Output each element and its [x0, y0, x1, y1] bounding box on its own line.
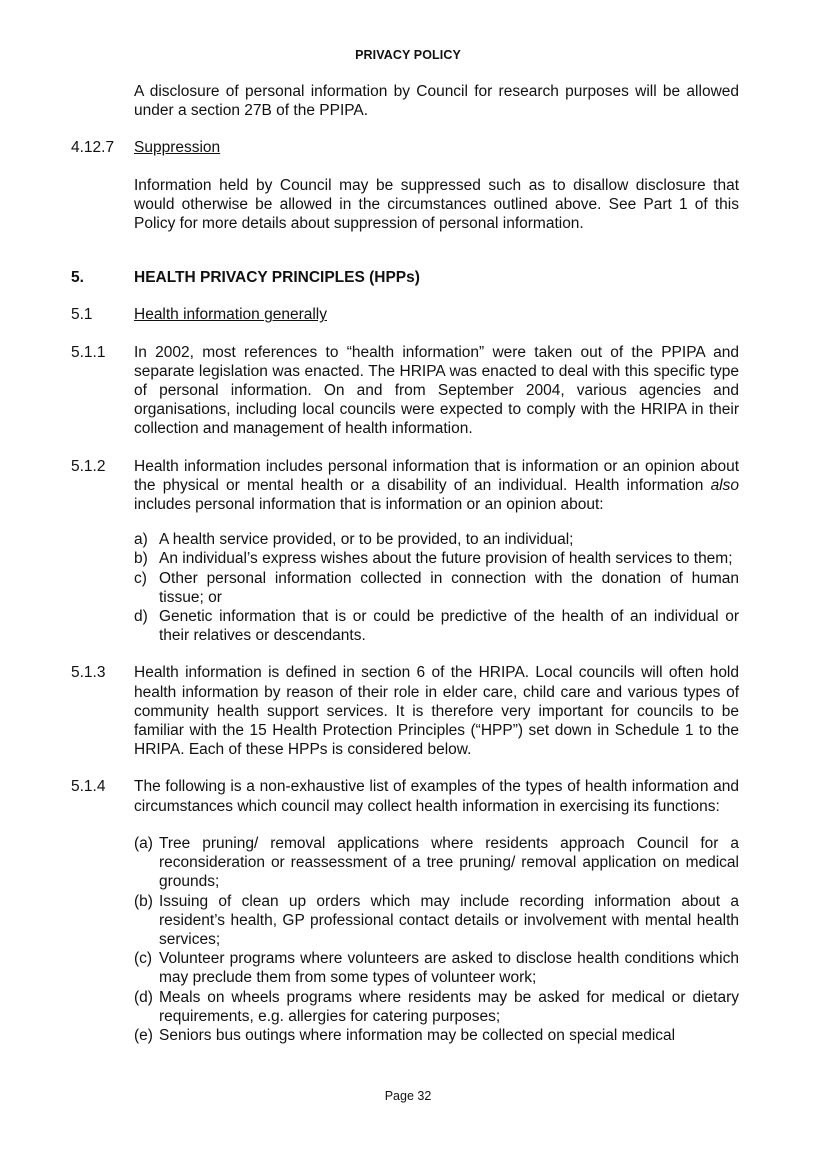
section-5-1-2-list-row [71, 530, 739, 645]
section-5-1-1-row [71, 343, 739, 439]
list-item: c) Other personal information collected in connection with the donation of human tissue; or [134, 569, 739, 606]
section-body: Health information is defined in section 6 of the HRIPA. Local councils will often hold health information by reason of their role in elder care, child care and various types of community health support services. It is therefore very important for councils to be familiar with the 15 Health Protection Principles (“HPP”) set down in Schedule 1 to the HRIPA. Each of these HPPs is considered below. [134, 664, 739, 759]
section-5-1-2-row [71, 457, 739, 515]
section-number: 5.1.2 [71, 457, 106, 475]
section-5-1-3-row [71, 663, 739, 759]
section-number: 5.1.3 [71, 664, 106, 682]
section-5-1-4-list-row [71, 834, 739, 1045]
page-header: PRIVACY POLICY [355, 48, 461, 62]
section-number: 5. [71, 269, 84, 287]
section-heading: HEALTH PRIVACY PRINCIPLES (HPPs) [134, 269, 420, 287]
list-item: (b) Issuing of clean up orders which may include recording information about a resident’s health, GP professional contact details or involvement with mental health services; [134, 892, 739, 948]
section-body: The following is a non-exhaustive list of examples of the types of health information and circumstances which council may collect health information in exercising its functions: [134, 778, 739, 815]
section-body: Health information includes personal information that is information or an opinion about the physical or mental health or a disability of an individual. Health information also includes personal information that is information or an opinion about: [134, 457, 739, 514]
health-information-list [134, 530, 739, 645]
list-item: (d) Meals on wheels programs where residents may be asked for medical or dietary requirements, e.g. allergies for catering purposes; [134, 988, 739, 1025]
section-number: 5.1 [71, 306, 93, 324]
page-number: Page 32 [384, 1089, 432, 1103]
section-number: 5.1.4 [71, 778, 106, 796]
section-heading: Health information generally [134, 306, 327, 324]
list-item: (a) Tree pruning/ removal applications where residents approach Council for a reconsideration or reassessment of a tree pruning/ removal application on medical grounds; [134, 834, 739, 891]
health-information-examples-list [134, 834, 739, 1045]
list-item: b) An individual’s express wishes about the future provision of health services to them; [134, 550, 733, 568]
section-number: 4.12.7 [71, 139, 115, 157]
section-body: Information held by Council may be suppressed such as to disallow disclosure that would otherwise be allowed in the circumstances outlined above. See Part 1 of this Policy for more details about suppression of personal information. [134, 176, 739, 233]
list-item: (e) Seniors bus outings where information may be collected on special medical [134, 1026, 676, 1044]
section-4-12-7-body-row [71, 176, 739, 234]
intro-paragraph: A disclosure of personal information by Council for research purposes will be allowed under a section 27B of the PPIPA. [134, 83, 739, 120]
section-heading: Suppression [134, 139, 221, 157]
list-item: d) Genetic information that is or could be predictive of the health of an individual or their relatives or descendants. [134, 608, 739, 645]
section-body: In 2002, most references to “health information” were taken out of the PPIPA and separate legislation was enacted. The HRIPA was enacted to deal with this specific type of personal information. On and from September 2004, various agencies and organisations, including local councils were expected to comply with the HRIPA in their collection and management of health information. [134, 343, 739, 438]
document-body [71, 82, 739, 1045]
section-4-12-7-heading-row [71, 138, 739, 157]
list-item: (c) Volunteer programs where volunteers are asked to disclose health conditions which may preclude them from some types of volunteer work; [134, 950, 739, 987]
section-5-1-heading-row [71, 305, 739, 324]
section-5-heading-row [71, 268, 739, 287]
intro-paragraph-row [71, 82, 739, 120]
section-5-1-4-row [71, 777, 739, 815]
list-item: a) A health service provided, or to be provided, to an individual; [134, 531, 574, 549]
section-number: 5.1.1 [71, 343, 106, 361]
